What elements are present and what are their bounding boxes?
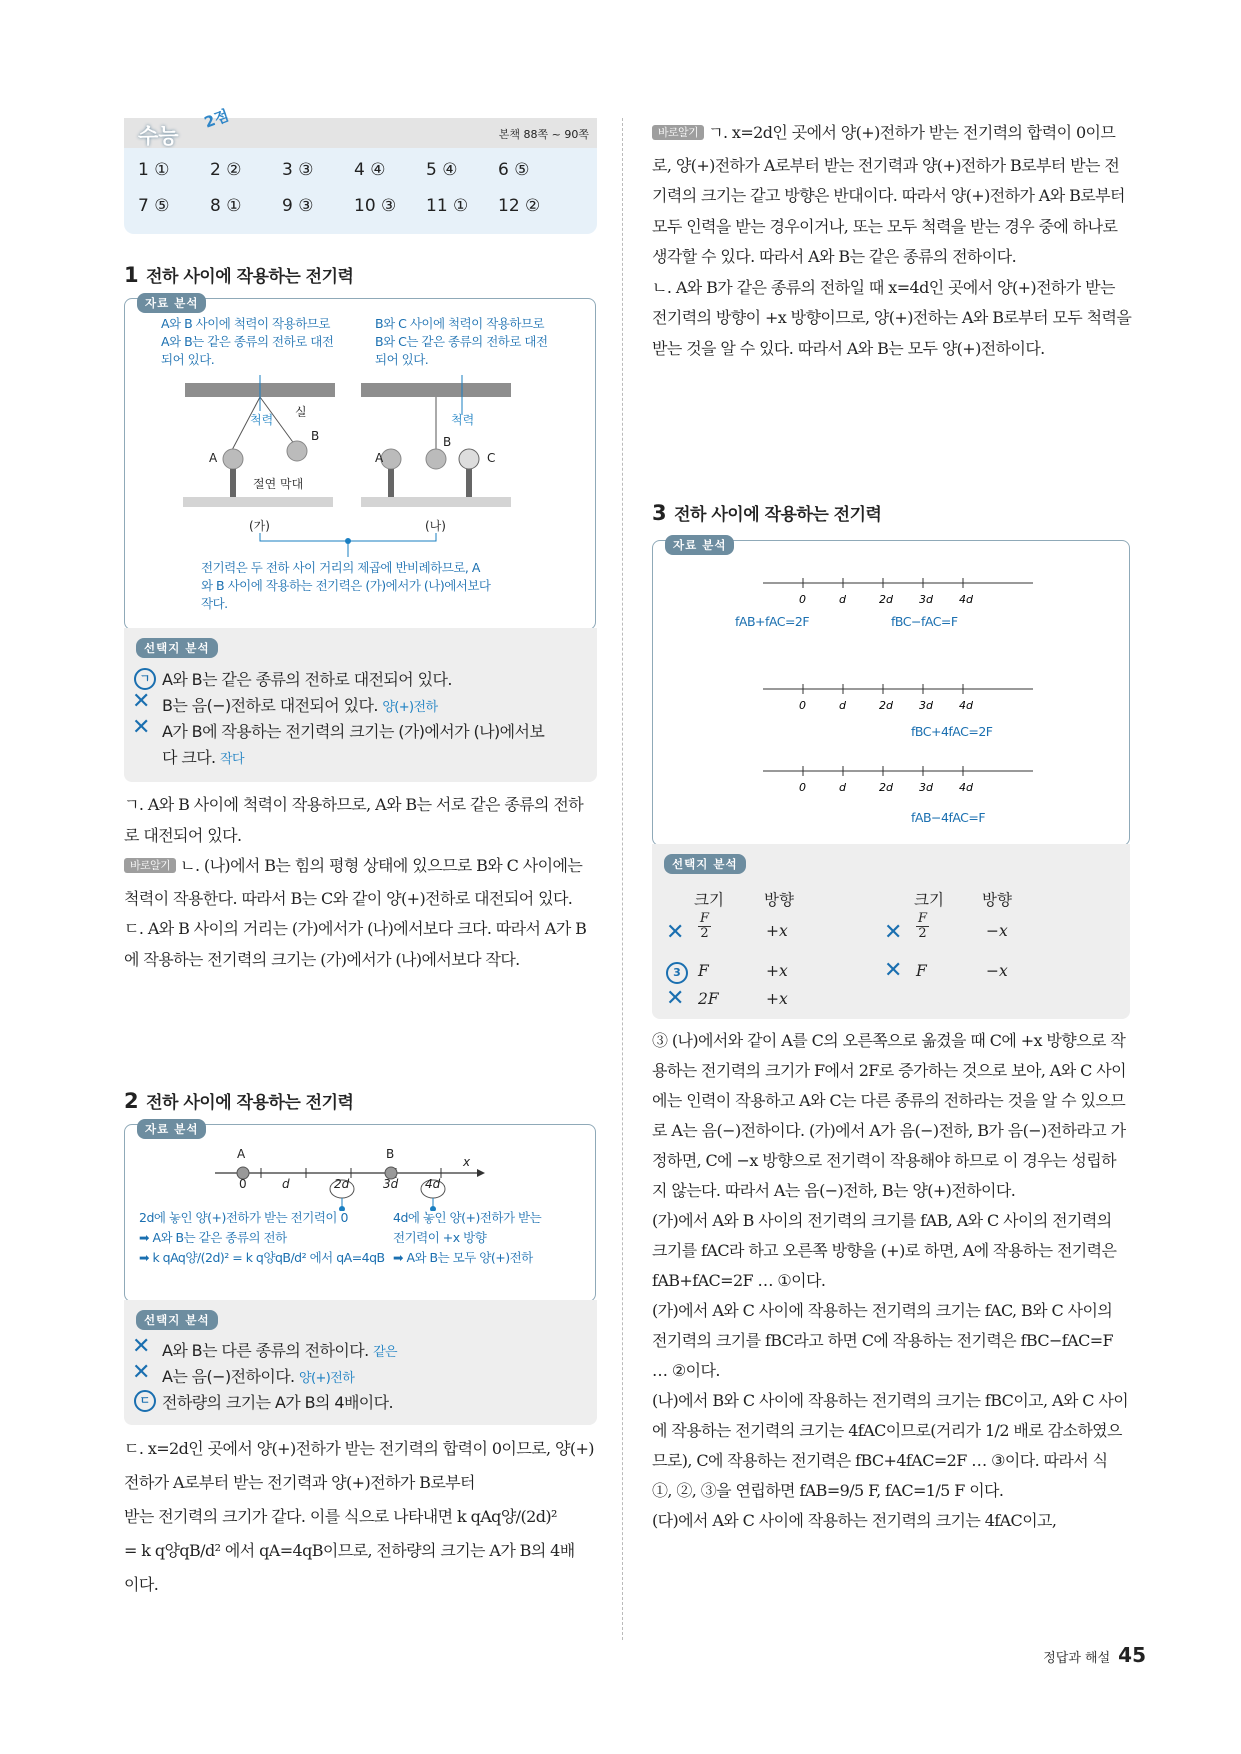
q3-title: 3 전하 사이에 작용하는 전기력 bbox=[652, 501, 882, 525]
q3-row-2-mag: F bbox=[698, 962, 709, 980]
q1-wrong-mark-1: ✕ bbox=[132, 689, 151, 714]
q3-row-3-dir: +x bbox=[766, 990, 788, 1008]
q1-title: 1 전하 사이에 작용하는 전기력 bbox=[124, 263, 354, 287]
q2-tick-d: d bbox=[282, 1177, 290, 1191]
q1-exp-1: ㄱ. A와 B 사이에 척력이 작용하므로, A와 B는 서로 같은 종류의 전하로 대전되어 있다. bbox=[124, 795, 584, 845]
header-ref: 본책 88쪽 ~ 90쪽 bbox=[498, 128, 589, 141]
header-logo: 수능 bbox=[138, 124, 179, 148]
q3-tick-label: 0 bbox=[799, 699, 806, 712]
q3-tick-label: 3d bbox=[919, 593, 933, 606]
right-badge: 바로알기 bbox=[652, 125, 704, 140]
answer-item: 10 ③ bbox=[354, 196, 397, 216]
q3-row-5-dir: −x bbox=[986, 962, 1008, 980]
q3-figure-box bbox=[652, 540, 1130, 846]
q3-eq-1: fAB+fAC=2F bbox=[735, 614, 810, 629]
answer-item: 2 ② bbox=[210, 160, 242, 180]
q3-eq-3: fBC+4fAC=2F bbox=[911, 724, 993, 739]
q2-choice-tag: 선택지 분석 bbox=[136, 1310, 218, 1330]
q1-label-b2: B bbox=[443, 435, 452, 449]
q3-tick-label: 2d bbox=[879, 781, 893, 794]
page-number: 45 bbox=[1118, 1643, 1146, 1667]
q2-exp-3: = k q양qB/d² 에서 qA=4qB이므로, 전하량의 크기는 A가 B의 4배 bbox=[124, 1541, 575, 1560]
q2-cont-2: ㄴ. A와 B가 같은 종류의 전하일 때 x=4d인 곳에서 양(+)전하가 받는 전기력의 방향이 +x 방향이므로, 양(+)전하는 A와 B로부터 모두 척력을 받는 것을 알 수 있다. 따라서 A와 B는 모두 양(+)전하이다. bbox=[652, 277, 1132, 358]
q3-head-mag-2: 크기 bbox=[914, 891, 944, 909]
answer-item: 11 ① bbox=[426, 196, 469, 216]
q1-exp-2: 바로알기 ㄴ. (나)에서 B는 힘의 평형 상태에 있으므로 B와 C 사이에는 척력이 작용한다. 따라서 B는 C와 같이 양(+)전하로 대전되어 있다. bbox=[124, 856, 583, 908]
q1-label-rod: 절연 막대 bbox=[253, 477, 304, 491]
q3-wrong-mark-1: ✕ bbox=[666, 920, 685, 945]
q3-tick-label: 2d bbox=[879, 699, 893, 712]
q2-title: 2 전하 사이에 작용하는 전기력 bbox=[124, 1089, 354, 1113]
q3-tick-label: 0 bbox=[799, 593, 806, 606]
q3-wrong-mark-4: ✕ bbox=[884, 920, 903, 945]
footer-label: 정답과 해설 bbox=[1043, 1651, 1111, 1666]
q1-exp-3: ㄷ. A와 B 사이의 거리는 (가)에서가 (나)에서보다 크다. 따라서 A가 B에 작용하는 전기력의 크기는 (가)에서가 (나)에서보다 작다. bbox=[124, 919, 587, 969]
q2-tick-2d: 2d bbox=[334, 1177, 350, 1191]
q1-figure-box bbox=[124, 298, 596, 630]
q1-choice-2: B는 음(−)전하로 대전되어 있다. 양(+)전하 bbox=[162, 696, 438, 715]
q2-correct-mark: ㄷ bbox=[134, 1390, 156, 1412]
q3-row-1-mag: $\frac{F}{2}$ bbox=[700, 911, 710, 941]
q3-exp-2: (가)에서 A와 B 사이의 전기력의 크기를 fAB, A와 C 사이의 전기력의 크기를 fAC라 하고 오른쪽 방향을 (+)로 하면, A에 작용하는 전기력은 fAB+fAC=2F … ①이다. bbox=[652, 1211, 1117, 1290]
q3-tick-label: 3d bbox=[919, 699, 933, 712]
q3-diagram bbox=[653, 541, 1129, 841]
column-divider bbox=[622, 118, 623, 1640]
q2-wrong-mark-2: ✕ bbox=[132, 1360, 151, 1385]
q3-row-1-dir: +x bbox=[766, 922, 788, 940]
q3-head-dir-1: 방향 bbox=[764, 891, 794, 909]
q1-label-b1: B bbox=[311, 429, 320, 443]
q2-figure-box bbox=[124, 1124, 596, 1302]
q1-choice-3b: 다 크다. 작다 bbox=[162, 748, 244, 767]
q1-label-a2: A bbox=[375, 451, 384, 465]
q1-annotation-2: B와 C 사이에 척력이 작용하므로 B와 C는 같은 종류의 전하로 대전되어 있다. bbox=[375, 316, 548, 367]
q3-choices-box bbox=[652, 844, 1130, 1019]
answer-grid bbox=[124, 148, 597, 234]
q3-row-2-dir: +x bbox=[766, 962, 788, 980]
q1-data-tag: 자료 분석 bbox=[137, 293, 206, 313]
q1-label-string: 실 bbox=[295, 405, 307, 419]
q2-annotation-1a: 2d에 놓인 양(+)전하가 받는 전기력이 0 bbox=[139, 1210, 348, 1225]
q3-exp-1: ③ (나)에서와 같이 A를 C의 오른쪽으로 옮겼을 때 C에 +x 방향으로 작용하는 전기력의 크기가 F에서 2F로 증가하는 것으로 보아, A와 C 사이에는 인력이 작용하고 A와 C는 다른 종류의 전하라는 것을 알 수 있으므로 A는 음(−)전하이다. (가)에서 A가 음(−)전하, B가 음(−)전하라고 가정하면, C에 −x 방향으로 전기력이 작용해야 하므로 이 경우는 성립하지 않는다. 따라서 A는 음(−)전하, B는 양(+)전하이다. bbox=[652, 1031, 1126, 1200]
q1-label-ga: (가) bbox=[249, 519, 270, 533]
q3-tick-label: 4d bbox=[959, 593, 973, 606]
answer-item: 8 ① bbox=[210, 196, 242, 216]
q2-continued bbox=[652, 118, 1132, 364]
q3-exp-5: (다)에서 A와 C 사이에 작용하는 전기력의 크기는 4fAC이고, bbox=[652, 1511, 1057, 1530]
q2-cont-1: 바로알기 ㄱ. x=2d인 곳에서 양(+)전하가 받는 전기력의 합력이 0이므로, 양(+)전하가 A로부터 받는 전기력과 양(+)전하가 B로부터 받는 전기력의 크기는 같고 방향은 반대이다. 따라서 양(+)전하가 A와 B로부터 모두 인력을 받는 경우이거나, 또는 모두 척력을 받는 경우 중에 하나로 생각할 수 있다. 따라서 A와 B는 같은 종류의 전하이다. bbox=[652, 123, 1125, 266]
q1-annotation-1: A와 B 사이에 척력이 작용하므로 A와 B는 같은 종류의 전하로 대전되어 있다. bbox=[161, 316, 334, 367]
q1-diagram bbox=[125, 375, 595, 525]
q3-wrong-mark-5: ✕ bbox=[884, 958, 903, 983]
answer-item: 1 ① bbox=[138, 160, 170, 180]
q1-correct-mark: ㄱ bbox=[134, 668, 156, 690]
q3-tick-label: d bbox=[839, 593, 846, 606]
q1-choices-box bbox=[124, 628, 597, 782]
q3-choice-tag: 선택지 분석 bbox=[664, 854, 746, 874]
q2-tick-3d: 3d bbox=[383, 1177, 399, 1191]
q1-choice-1: A와 B는 같은 종류의 전하로 대전되어 있다. bbox=[162, 670, 452, 689]
q2-tick-x: x bbox=[463, 1155, 471, 1169]
q3-tick-label: 4d bbox=[959, 699, 973, 712]
answer-item: 12 ② bbox=[498, 196, 541, 216]
q2-annotation-1b: ➡ A와 B는 같은 종류의 전하 bbox=[139, 1230, 287, 1245]
q3-tick-label: d bbox=[839, 699, 846, 712]
q2-wrong-mark-1: ✕ bbox=[132, 1334, 151, 1359]
header-badge: 2점 bbox=[201, 106, 232, 132]
q2-data-tag: 자료 분석 bbox=[137, 1119, 206, 1139]
q1-wrong-mark-2: ✕ bbox=[132, 715, 151, 740]
q3-correct-mark: 3 bbox=[666, 962, 688, 984]
q2-exp-4: 이다. bbox=[124, 1575, 159, 1594]
q3-row-3-mag: 2F bbox=[698, 990, 719, 1008]
q2-annotation-2a: 4d에 놓인 양(+)전하가 받는 bbox=[393, 1210, 542, 1225]
q2-choice-3: 전하량의 크기는 A가 B의 4배이다. bbox=[162, 1393, 394, 1412]
answer-item: 7 ⑤ bbox=[138, 196, 170, 216]
q2-label-a: A bbox=[237, 1147, 246, 1161]
q3-tick-label: d bbox=[839, 781, 846, 794]
q3-row-4-dir: −x bbox=[986, 922, 1008, 940]
answer-item: 5 ④ bbox=[426, 160, 458, 180]
q3-wrong-mark-3: ✕ bbox=[666, 986, 685, 1011]
q3-tick-label: 3d bbox=[919, 781, 933, 794]
q1-label-c: C bbox=[487, 451, 496, 465]
q3-row-4-mag: $\frac{F}{2}$ bbox=[918, 911, 928, 941]
q2-axis bbox=[125, 1151, 595, 1211]
q3-explanation bbox=[652, 1026, 1130, 1536]
q3-eq-4: fAB−4fAC=F bbox=[911, 810, 986, 825]
q2-explanation bbox=[124, 1432, 594, 1602]
q2-annotation-2c: ➡ A와 B는 모두 양(+)전하 bbox=[393, 1250, 533, 1265]
q3-exp-3: (가)에서 A와 C 사이에 작용하는 전기력의 크기는 fAC, B와 C 사이의 전기력의 크기를 fBC라고 하면 C에 작용하는 전기력은 fBC−fAC=F … ②이다. bbox=[652, 1301, 1114, 1380]
answer-item: 3 ③ bbox=[282, 160, 314, 180]
q2-label-b: B bbox=[386, 1147, 395, 1161]
q1-label-a1: A bbox=[209, 451, 218, 465]
q1-explanation bbox=[124, 790, 594, 975]
q3-head-dir-2: 방향 bbox=[982, 891, 1012, 909]
q1-choice-tag: 선택지 분석 bbox=[136, 638, 218, 658]
section-header bbox=[124, 106, 597, 148]
q3-head-mag-1: 크기 bbox=[694, 891, 724, 909]
page-footer bbox=[1043, 1643, 1146, 1667]
q1-badge: 바로알기 bbox=[124, 858, 176, 873]
q3-row-5-mag: F bbox=[916, 962, 927, 980]
q2-annotation-1c: ➡ k qAq양/(2d)² = k q양qB/d² 에서 qA=4qB bbox=[139, 1250, 385, 1265]
q2-tick-4d: 4d bbox=[425, 1177, 441, 1191]
q1-label-repulsion-1: 척력 bbox=[250, 413, 274, 427]
q1-label-na: (나) bbox=[425, 519, 446, 533]
q1-bracket bbox=[125, 531, 595, 561]
q1-annotation-3: 전기력은 두 전하 사이 거리의 제곱에 반비례하므로, A와 B 사이에 작용하는 전기력은 (가)에서가 (나)에서보다 작다. bbox=[201, 560, 491, 611]
q2-choices-box bbox=[124, 1300, 597, 1425]
q3-tick-label: 2d bbox=[879, 593, 893, 606]
q2-exp-1: ㄷ. x=2d인 곳에서 양(+)전하가 받는 전기력의 합력이 0이므로, 양(+)전하가 A로부터 받는 전기력과 양(+)전하가 B로부터 bbox=[124, 1439, 594, 1492]
q2-tick-0: 0 bbox=[239, 1177, 247, 1191]
q1-label-repulsion-2: 척력 bbox=[451, 413, 475, 427]
answer-item: 4 ④ bbox=[354, 160, 386, 180]
q2-choice-1: A와 B는 다른 종류의 전하이다. 같은 bbox=[162, 1341, 397, 1360]
q3-exp-4: (나)에서 B와 C 사이에 작용하는 전기력의 크기는 fBC이고, A와 C 사이에 작용하는 전기력의 크기는 4fAC이므로(거리가 1/2 배로 감소하였으므로), C에 작용하는 전기력은 fBC+4fAC=2F … ③이다. 따라서 식 ①, ②, ③을 연립하면 fAB=9/5 F, fAC=1/5 F 이다. bbox=[652, 1391, 1129, 1500]
q3-tick-label: 0 bbox=[799, 781, 806, 794]
q2-choice-2: A는 음(−)전하이다. 양(+)전하 bbox=[162, 1367, 355, 1386]
q3-tick-label: 4d bbox=[959, 781, 973, 794]
q3-data-tag: 자료 분석 bbox=[665, 535, 734, 555]
answer-item: 9 ③ bbox=[282, 196, 314, 216]
q3-eq-2: fBC−fAC=F bbox=[891, 614, 958, 629]
q1-choice-3a: A가 B에 작용하는 전기력의 크기는 (가)에서가 (나)에서보 bbox=[162, 722, 545, 741]
q2-exp-2: 받는 전기력의 크기가 같다. 이를 식으로 나타내면 k qAq양/(2d)² bbox=[124, 1507, 557, 1526]
answer-item: 6 ⑤ bbox=[498, 160, 530, 180]
q2-annotation-2b: 전기력이 +x 방향 bbox=[393, 1230, 487, 1245]
